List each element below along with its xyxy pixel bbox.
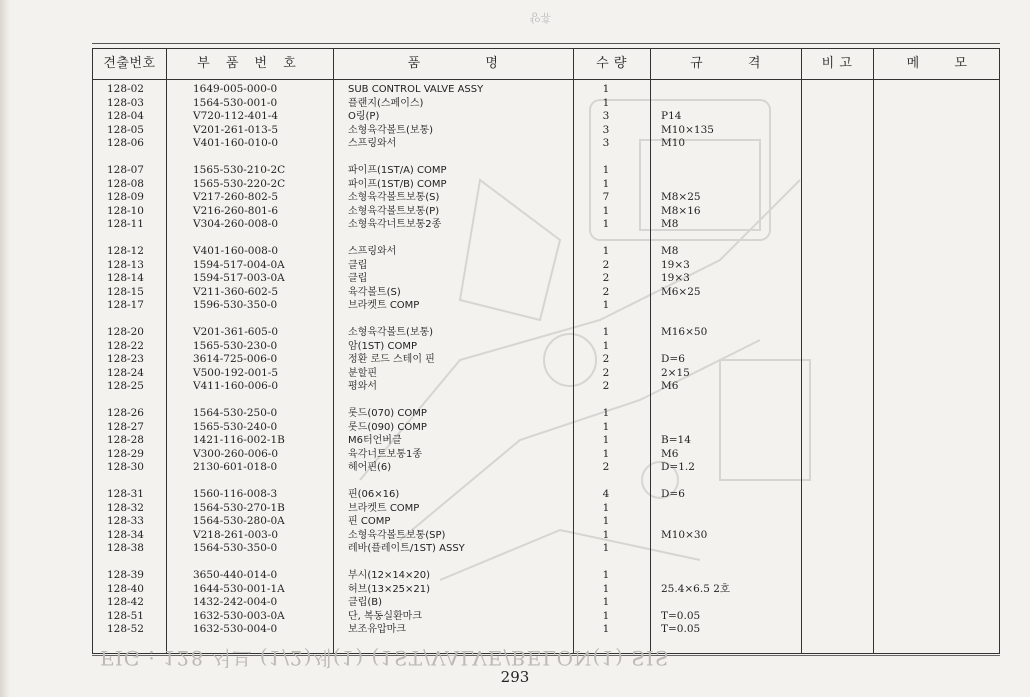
specification: M8: [661, 245, 679, 257]
quantity: 1: [602, 177, 610, 190]
table-row: [93, 218, 1001, 231]
part-number: 1564-530-270-1B: [193, 501, 285, 514]
quantity: 2: [602, 258, 610, 271]
part-number: 1644-530-001-1A: [193, 582, 285, 595]
row-number: 128-23: [107, 353, 144, 366]
part-name: SUB CONTROL VALVE ASSY: [348, 84, 484, 95]
quantity: 1: [602, 582, 610, 595]
quantity: 2: [602, 366, 610, 379]
table-row: [93, 110, 1001, 123]
specification: M8: [661, 218, 679, 231]
part-number: V300-260-006-0: [193, 447, 279, 460]
row-number: 128-02: [107, 83, 144, 95]
quantity: 1: [602, 501, 610, 514]
part-name: 육각너트보통1종: [348, 448, 422, 460]
part-number: 1565-530-220-2C: [193, 177, 286, 190]
row-number: 128-04: [107, 110, 144, 123]
part-name: 파이프(1ST/A) COMP: [348, 165, 447, 176]
part-number: V218-261-003-0: [193, 528, 279, 541]
part-number: 1565-530-230-0: [193, 339, 278, 352]
part-name: 스프링와서: [348, 138, 397, 150]
bleed-through-caption: FIG : 128 서브 (1/2)세(1) (1ST/VALVE/BELON(1) SIS: [100, 646, 670, 670]
page-number: 293: [500, 668, 530, 686]
specification: M16×50: [661, 326, 708, 338]
table-row: [93, 380, 1001, 393]
table-row: [93, 488, 1001, 501]
row-number: 128-13: [107, 258, 144, 271]
quantity: 1: [602, 596, 610, 609]
part-number: 1632-530-004-0: [193, 623, 278, 636]
row-number: 128-08: [107, 177, 144, 190]
header-part-name: 품 명: [407, 56, 499, 71]
table-row: [93, 178, 1001, 191]
part-name: 헤어핀(6): [348, 462, 392, 474]
quantity: 1: [602, 326, 610, 338]
quantity: 1: [602, 569, 610, 581]
specification: D=1.2: [661, 461, 695, 474]
row-number: 128-40: [107, 582, 144, 595]
part-number: 1596-530-350-0: [193, 299, 278, 312]
parts-table: [92, 48, 1000, 654]
part-name: 암(1ST) COMP: [348, 340, 417, 352]
part-number: 3650-440-014-0: [193, 569, 278, 581]
header-no: 견출번호: [103, 56, 156, 71]
part-number: 2130-601-018-0: [193, 461, 278, 474]
part-name: 클립(B): [348, 597, 382, 609]
quantity: 2: [602, 272, 610, 285]
part-number: 1564-530-250-0: [193, 407, 278, 419]
part-name: 소형육각볼트보통(P): [348, 205, 440, 217]
part-name: 소형육각너트보통2종: [348, 219, 442, 231]
table-row: [93, 353, 1001, 366]
row-number: 128-22: [107, 339, 144, 352]
part-number: 1432-242-004-0: [193, 596, 278, 609]
part-number: V216-260-801-6: [193, 204, 279, 217]
table-row: [93, 529, 1001, 542]
quantity: 1: [602, 299, 610, 312]
row-number: 128-39: [107, 569, 144, 581]
page-edge-shadow: [0, 0, 10, 697]
row-number: 128-29: [107, 447, 144, 460]
part-name: 단, 복동실환마크: [348, 610, 422, 622]
part-number: V201-361-605-0: [193, 326, 279, 338]
row-number: 128-38: [107, 542, 144, 555]
quantity: 1: [602, 528, 610, 541]
specification: 19×3: [661, 272, 690, 285]
specification: 25.4×6.5 2호: [661, 582, 731, 595]
part-name: 클립: [348, 259, 368, 271]
part-number: 1565-530-210-2C: [193, 164, 286, 176]
row-number: 128-12: [107, 245, 144, 257]
part-number: V211-360-602-5: [193, 285, 279, 298]
part-name: 소형육각볼트보통(SP): [348, 529, 446, 541]
part-name: 소형육각볼트(보통): [348, 124, 434, 136]
part-name: 보조유압마크: [348, 624, 406, 636]
part-number: 3614-725-006-0: [193, 353, 278, 366]
part-number: 1594-517-003-0A: [193, 272, 285, 285]
part-number: V217-260-802-5: [193, 191, 279, 204]
specification: M6: [661, 447, 679, 460]
part-number: V401-160-010-0: [193, 137, 279, 150]
row-number: 128-33: [107, 515, 144, 528]
header-rule: [93, 79, 999, 80]
table-row: [93, 461, 1001, 474]
row-number: 128-09: [107, 191, 144, 204]
header-remark: 비 고: [821, 56, 853, 71]
table-row: [93, 367, 1001, 380]
row-number: 128-31: [107, 488, 144, 500]
part-name: 브라켓트 COMP: [348, 300, 420, 312]
table-row: [93, 97, 1001, 110]
quantity: 3: [602, 123, 610, 136]
quantity: 1: [602, 218, 610, 231]
table-row: [93, 137, 1001, 150]
header-spec: 규 격: [690, 56, 761, 71]
row-number: 128-42: [107, 596, 144, 609]
header-quantity: 수 량: [596, 56, 627, 71]
table-row: [93, 502, 1001, 515]
part-number: 1560-116-008-3: [193, 488, 278, 500]
part-name: M6터언버클: [348, 435, 402, 447]
table-row: [93, 83, 1001, 96]
quantity: 1: [602, 339, 610, 352]
part-name: 부시(12×14×20): [348, 570, 431, 581]
part-name: 파이프(1ST/B) COMP: [348, 178, 447, 190]
table-row: [93, 326, 1001, 339]
specification: 19×3: [661, 258, 690, 271]
row-number: 128-34: [107, 528, 144, 541]
quantity: 7: [602, 191, 610, 204]
table-row: [93, 583, 1001, 596]
quantity: 1: [602, 623, 610, 636]
table-row: [93, 205, 1001, 218]
table-row: [93, 448, 1001, 461]
table-row: [93, 272, 1001, 285]
table-row: [93, 596, 1001, 609]
top-rule: [92, 43, 1000, 44]
part-name: O링(P): [348, 111, 380, 123]
row-number: 128-51: [107, 609, 144, 622]
specification: M8×25: [661, 191, 701, 204]
specification: T=0.05: [661, 609, 701, 622]
part-name: 핀 COMP: [348, 516, 391, 528]
quantity: 1: [602, 245, 610, 257]
part-name: 핀(06×16): [348, 489, 400, 500]
quantity: 1: [602, 542, 610, 555]
row-number: 128-11: [107, 218, 144, 231]
part-name: 분할핀: [348, 367, 377, 379]
table-row: [93, 542, 1001, 555]
specification: P14: [661, 110, 682, 123]
table-row: [93, 421, 1001, 434]
header-part-number: 부 품 번 호: [197, 56, 302, 71]
part-number: 1632-530-003-0A: [193, 609, 285, 622]
specification: D=6: [661, 353, 685, 366]
row-number: 128-20: [107, 326, 144, 338]
part-name: 정환 로드 스테이 핀: [348, 354, 435, 366]
part-name: 롯드(090) COMP: [348, 421, 427, 433]
quantity: 2: [602, 461, 610, 474]
quantity: 1: [602, 164, 610, 176]
row-number: 128-05: [107, 123, 144, 136]
row-number: 128-07: [107, 164, 144, 176]
table-row: [93, 164, 1001, 177]
table-row: [93, 434, 1001, 447]
quantity: 1: [602, 407, 610, 419]
row-number: 128-52: [107, 623, 144, 636]
quantity: 3: [602, 110, 610, 123]
part-name: 평와서: [348, 381, 377, 393]
quantity: 1: [602, 515, 610, 528]
quantity: 1: [602, 447, 610, 460]
table-row: [93, 124, 1001, 137]
row-number: 128-17: [107, 299, 144, 312]
specification: M10×135: [661, 123, 714, 136]
specification: B=14: [661, 434, 691, 447]
quantity: 2: [602, 285, 610, 298]
part-number: 1564-530-280-0A: [193, 515, 285, 528]
part-name: 허브(13×25×21): [348, 583, 431, 595]
part-number: V304-260-008-0: [193, 218, 279, 231]
part-number: V401-160-008-0: [193, 245, 279, 257]
quantity: 1: [602, 83, 610, 95]
quantity: 1: [602, 420, 610, 433]
quantity: 1: [602, 609, 610, 622]
row-number: 128-10: [107, 204, 144, 217]
part-name: 소형육각볼트(보통): [348, 327, 434, 338]
part-name: 소형육각볼트보통(S): [348, 192, 440, 204]
row-number: 128-14: [107, 272, 144, 285]
specification: M6×25: [661, 285, 701, 298]
specification: D=6: [661, 488, 685, 500]
part-name: 브라켓트 COMP: [348, 502, 420, 514]
part-number: V500-192-001-5: [193, 366, 279, 379]
table-row: [93, 623, 1001, 636]
part-name: 스프링와서: [348, 246, 397, 257]
quantity: 1: [602, 434, 610, 447]
table-row: [93, 299, 1001, 312]
table-row: [93, 407, 1001, 420]
quantity: 3: [602, 137, 610, 150]
specification: M6: [661, 380, 679, 393]
row-number: 128-26: [107, 407, 144, 419]
row-number: 128-32: [107, 501, 144, 514]
table-row: [93, 515, 1001, 528]
table-row: [93, 259, 1001, 272]
row-number: 128-06: [107, 137, 144, 150]
row-number: 128-30: [107, 461, 144, 474]
bleed-through-mark: 휴양: [530, 11, 552, 24]
row-number: 128-25: [107, 380, 144, 393]
part-name: 레바(플레이트/1ST) ASSY: [348, 543, 465, 555]
row-number: 128-03: [107, 96, 144, 109]
quantity: 2: [602, 380, 610, 393]
part-name: 플랜지(스페이스): [348, 97, 424, 109]
quantity: 1: [602, 204, 610, 217]
table-row: [93, 340, 1001, 353]
table-row: [93, 610, 1001, 623]
row-number: 128-24: [107, 366, 144, 379]
part-number: 1649-005-000-0: [193, 83, 278, 95]
row-number: 128-15: [107, 285, 144, 298]
part-number: 1564-530-001-0: [193, 96, 278, 109]
part-name: 클립: [348, 273, 368, 285]
specification: T=0.05: [661, 623, 701, 636]
part-number: 1594-517-004-0A: [193, 258, 285, 271]
table-row: [93, 191, 1001, 204]
quantity: 1: [602, 96, 610, 109]
table-row: [93, 569, 1001, 582]
part-number: V411-160-006-0: [193, 380, 279, 393]
table-row: [93, 286, 1001, 299]
row-number: 128-27: [107, 420, 144, 433]
quantity: 2: [602, 353, 610, 366]
part-name: 롯드(070) COMP: [348, 408, 427, 419]
part-number: V720-112-401-4: [193, 110, 279, 123]
specification: 2×15: [661, 366, 690, 379]
part-number: 1564-530-350-0: [193, 542, 278, 555]
specification: M8×16: [661, 204, 701, 217]
table-row: [93, 245, 1001, 258]
specification: M10: [661, 137, 686, 150]
part-number: V201-261-013-5: [193, 123, 279, 136]
part-number: 1565-530-240-0: [193, 420, 278, 433]
quantity: 4: [602, 488, 610, 500]
part-name: 육각볼트(S): [348, 286, 401, 298]
specification: M10×30: [661, 528, 708, 541]
part-number: 1421-116-002-1B: [193, 434, 285, 447]
header-memo: 메 모: [906, 56, 968, 71]
row-number: 128-28: [107, 434, 144, 447]
